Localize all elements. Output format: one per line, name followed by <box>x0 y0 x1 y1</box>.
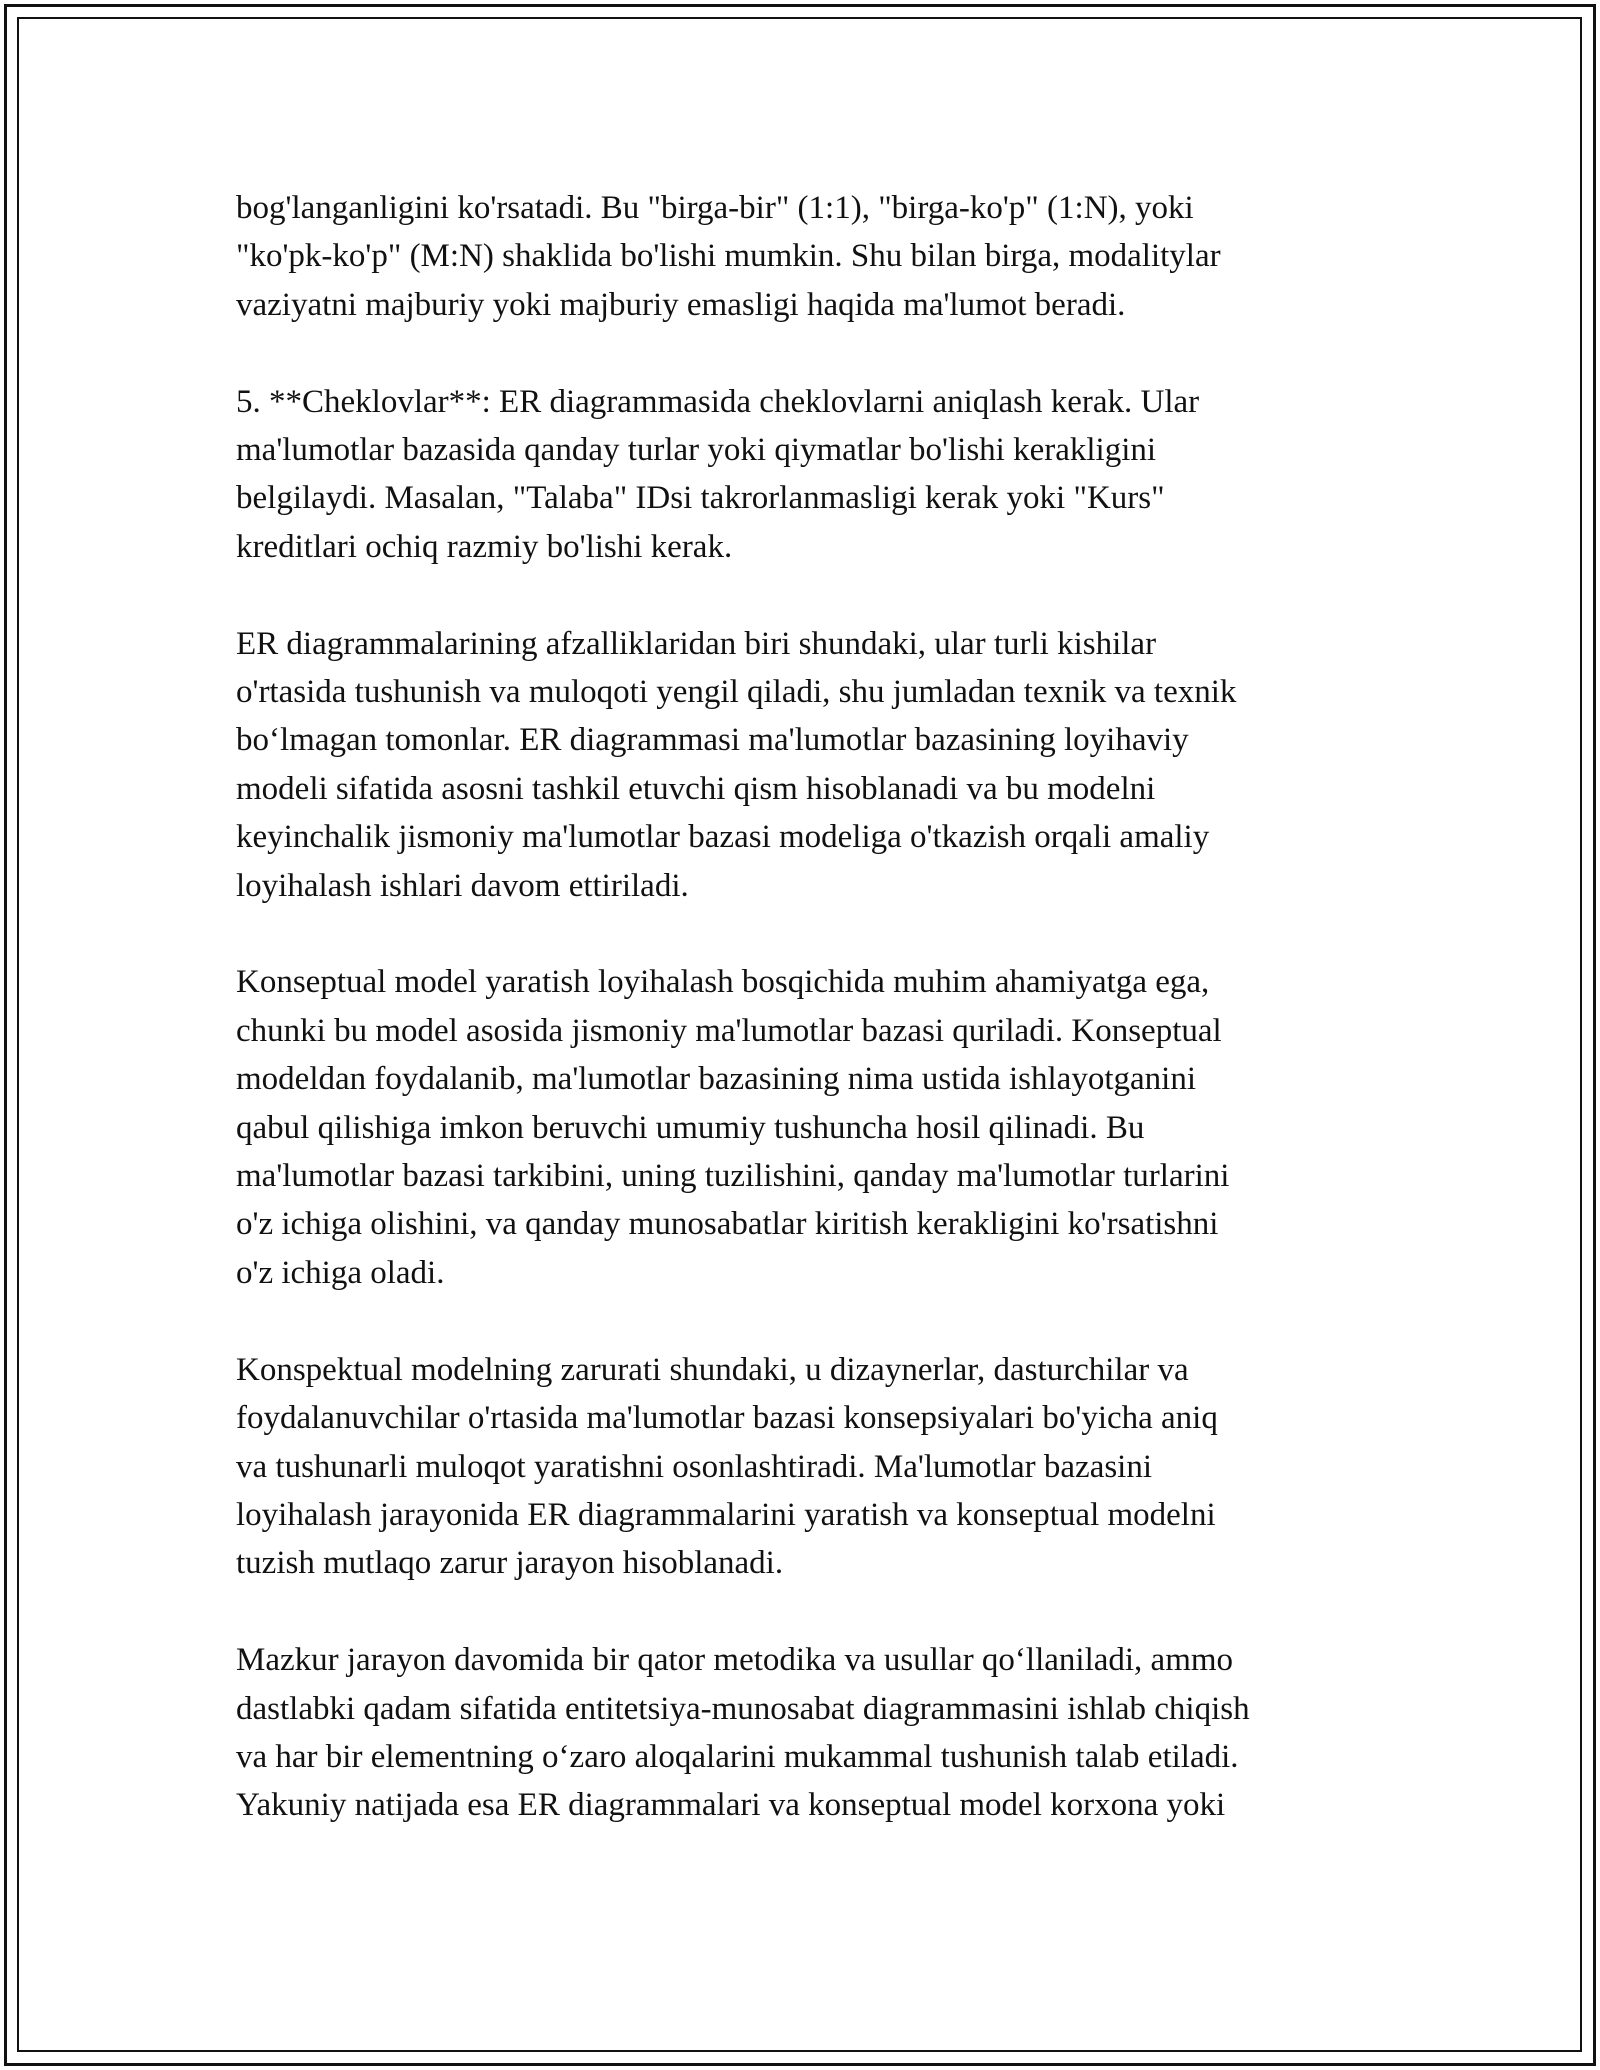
text-line: chunki bu model asosida jismoniy ma'lumotlar bazasi quriladi. Konseptual <box>236 1012 1222 1049</box>
text-line: "ko'pk-ko'p" (M:N) shaklida bo'lishi mumkin. Shu bilan birga, modalitylar <box>236 238 1221 275</box>
text-line: foydalanuvchilar o'rtasida ma'lumotlar bazasi konsepsiyalari bo'yicha aniq <box>236 1400 1218 1437</box>
page-body <box>236 184 1366 1878</box>
text-line: Konspektual modelning zarurati shundaki, u dizaynerlar, dasturchilar va <box>236 1351 1189 1388</box>
paragraph-conceptual-model <box>236 958 1366 1297</box>
text-line: o'z ichiga oladi. <box>236 1254 445 1291</box>
text-line: ER diagrammalarining afzalliklaridan biri shundaki, ular turli kishilar <box>236 625 1157 662</box>
text-line: bog'langanligini ko'rsatadi. Bu "birga-bir" (1:1), "birga-ko'p" (1:N), yoki <box>236 190 1194 226</box>
text-line: keyinchalik jismoniy ma'lumotlar bazasi modeliga o'tkazish orqali amaliy <box>236 819 1210 856</box>
text-line: ma'lumotlar bazasida qanday turlar yoki qiymatlar bo'lishi kerakligini <box>236 432 1157 469</box>
text-line: ma'lumotlar bazasi tarkibini, uning tuzilishini, qanday ma'lumotlar turlarini <box>236 1158 1230 1195</box>
text-line: loyihalash jarayonida ER diagrammalarini yaratish va konseptual modelni <box>236 1496 1216 1533</box>
text-line: va tushunarli muloqot yaratishni osonlashtiradi. Ma'lumotlar bazasini <box>236 1448 1153 1485</box>
text-line: Konseptual model yaratish loyihalash bosqichida muhim ahamiyatga ega, <box>236 964 1210 1001</box>
text-line: loyihalash ishlari davom ettiriladi. <box>236 867 689 904</box>
text-line: 5. **Cheklovlar**: ER diagrammasida cheklovlarni aniqlash kerak. Ular <box>236 383 1200 420</box>
paragraph-constraints <box>236 378 1366 572</box>
text-line: dastlabki qadam sifatida entitetsiya-munosabat diagrammasini ishlab chiqish <box>236 1690 1250 1727</box>
paragraph-relationships <box>236 184 1366 329</box>
paragraph-model-necessity <box>236 1346 1366 1588</box>
text-line: modeli sifatida asosni tashkil etuvchi qism hisoblanadi va bu modelni <box>236 770 1156 807</box>
text-line: Yakuniy natijada esa ER diagrammalari va konseptual model korxona yoki <box>236 1787 1226 1824</box>
text-line: vaziyatni majburiy yoki majburiy emasligi haqida ma'lumot beradi. <box>236 286 1126 323</box>
text-line: kreditlari ochiq razmiy bo'lishi kerak. <box>236 528 733 565</box>
text-line: tuzish mutlaqo zarur jarayon hisoblanadi. <box>236 1545 784 1582</box>
text-line: va har bir elementning o‘zaro aloqalarini mukammal tushunish talab etiladi. <box>236 1738 1239 1775</box>
text-line: qabul qilishiga imkon beruvchi umumiy tushuncha hosil qilinadi. Bu <box>236 1109 1145 1146</box>
paragraph-er-advantages <box>236 620 1366 910</box>
text-line: modeldan foydalanib, ma'lumotlar bazasining nima ustida ishlayotganini <box>236 1061 1196 1098</box>
text-line: Mazkur jarayon davomida bir qator metodika va usullar qo‘llaniladi, ammo <box>236 1642 1234 1679</box>
text-line: o'rtasida tushunish va muloqoti yengil qiladi, shu jumladan texnik va texnik <box>236 674 1237 711</box>
text-line: belgilaydi. Masalan, "Talaba" IDsi takrorlanmasligi kerak yoki "Kurs" <box>236 480 1165 517</box>
text-line: bo‘lmagan tomonlar. ER diagrammasi ma'lumotlar bazasining loyihaviy <box>236 722 1189 759</box>
paragraph-methodology <box>236 1636 1366 1830</box>
text-line: o'z ichiga olishini, va qanday munosabatlar kiritish kerakligini ko'rsatishni <box>236 1206 1219 1243</box>
